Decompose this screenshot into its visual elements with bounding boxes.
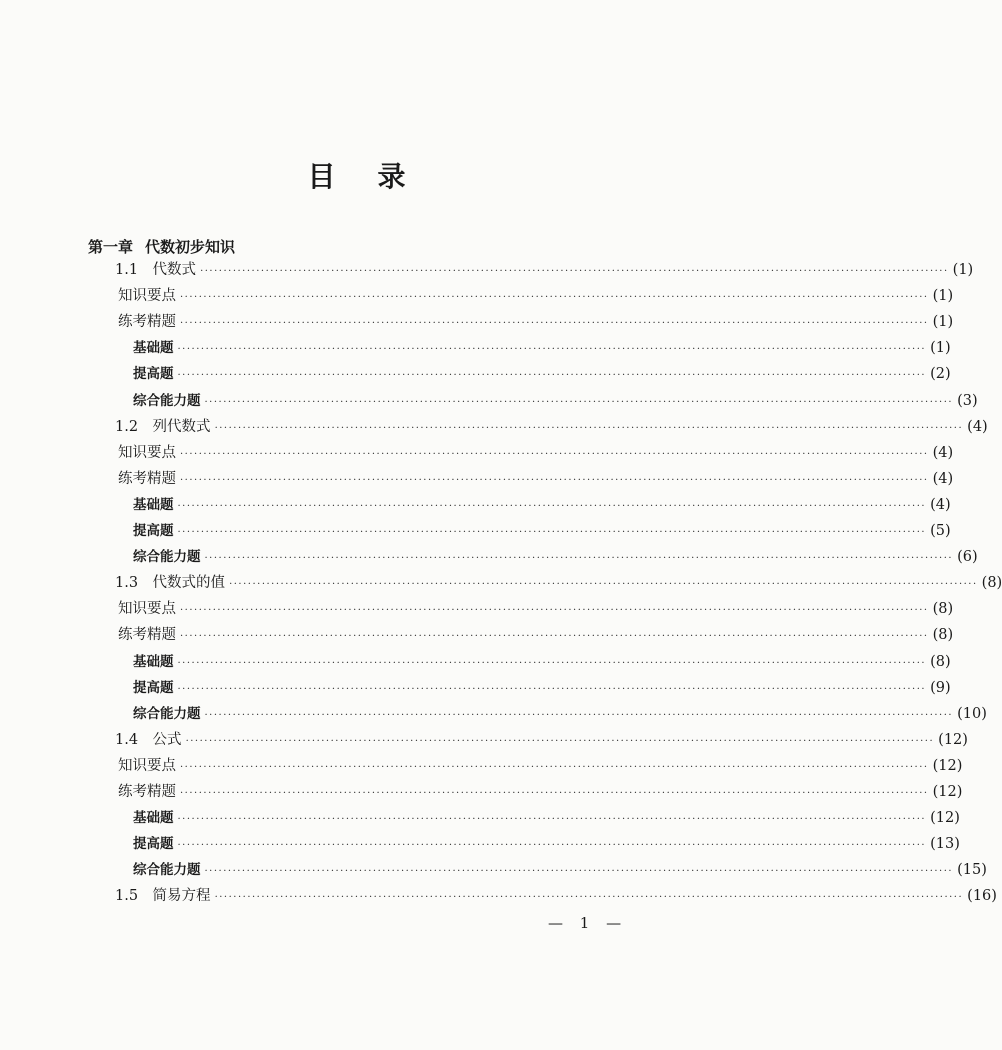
toc-leader-dots: ································································································································································ <box>180 448 929 460</box>
toc-entry-page: (1) <box>952 262 974 278</box>
toc-leader-dots: ································································································································································ <box>214 422 964 434</box>
toc-entry-page: (4) <box>967 418 988 435</box>
toc-leader-dots: ································································································································································ <box>180 788 929 799</box>
page-number: — 1 — <box>548 914 628 932</box>
chapter-heading <box>88 236 235 257</box>
toc-entry-page: (9) <box>930 679 951 696</box>
toc-entry-page: (1) <box>930 340 951 357</box>
toc-entry-label: 知识要点 <box>118 757 176 774</box>
toc-entry-page: (8) <box>930 653 951 670</box>
toc-entry <box>133 363 951 385</box>
toc-entry-page: (4) <box>932 470 954 487</box>
toc-entry-label: 基础题 <box>133 653 174 670</box>
toc-entry <box>115 416 988 438</box>
toc-leader-dots: ································································································································································ <box>214 892 964 904</box>
toc-leader-dots: ································································································································································ <box>180 292 929 304</box>
toc-entry <box>133 807 960 829</box>
toc-leader-dots: ································································································································································ <box>180 474 929 486</box>
toc-entry-label: 提高题 <box>133 679 174 696</box>
toc-entry-page: (2) <box>930 366 951 383</box>
toc-entry-page: (13) <box>930 836 960 853</box>
toc-entry-label: 1.4 公式 <box>115 731 182 748</box>
toc-entry <box>133 520 951 542</box>
toc-entry-label: 练考精题 <box>118 470 176 487</box>
toc-leader-dots: ································································································································································ <box>180 631 929 643</box>
toc-entry-label: 综合能力题 <box>133 705 201 722</box>
toc-entry <box>133 337 951 359</box>
toc-entry-page: (5) <box>930 523 951 539</box>
chapter-prefix: 第一章 <box>88 238 134 256</box>
toc-entry-label: 1.3 代数式的值 <box>115 575 226 592</box>
toc-entry-page: (12) <box>930 810 960 827</box>
toc-leader-dots: ································································································································································ <box>204 866 954 878</box>
toc-entry-label: 提高题 <box>133 523 174 539</box>
toc-leader-dots: ································································································································································ <box>204 396 954 408</box>
toc-entry-label: 知识要点 <box>118 444 176 461</box>
toc-entry <box>118 442 954 464</box>
toc-entry <box>133 833 960 855</box>
toc-entry <box>133 677 951 699</box>
toc-entry <box>115 259 974 281</box>
toc-leader-dots: ································································································································································ <box>180 761 929 773</box>
toc-leader-dots: ································································································································································ <box>177 527 927 538</box>
toc-entry-label: 练考精题 <box>118 627 176 644</box>
toc-entry-page: (3) <box>957 392 978 409</box>
toc-entry-page: (4) <box>932 444 954 461</box>
toc-entry <box>133 494 951 516</box>
page-title <box>0 155 713 195</box>
toc-entry-label: 练考精题 <box>118 784 176 800</box>
title-char-2: 录 <box>377 160 406 193</box>
toc-entry-label: 基础题 <box>133 810 174 827</box>
toc-entry <box>118 624 954 646</box>
toc-entry <box>133 859 987 881</box>
toc-leader-dots: ································································································································································ <box>204 553 954 565</box>
toc-entry-label: 综合能力题 <box>133 392 201 409</box>
toc-entry-label: 提高题 <box>133 836 174 853</box>
toc-leader-dots: ································································································································································ <box>200 266 949 277</box>
toc-entry <box>133 390 978 412</box>
toc-entry-page: (8) <box>932 601 954 618</box>
toc-entry <box>118 468 954 490</box>
toc-leader-dots: ································································································································································ <box>180 605 929 617</box>
chapter-name: 代数初步知识 <box>145 238 236 256</box>
toc-entry-label: 基础题 <box>133 340 174 357</box>
toc-entry-page: (12) <box>938 731 968 748</box>
toc-entry-page: (6) <box>957 549 978 566</box>
title-char-1: 目 <box>307 160 336 193</box>
toc-entry <box>118 311 954 333</box>
toc-entry-label: 知识要点 <box>118 601 176 618</box>
toc-leader-dots: ································································································································································ <box>177 344 927 356</box>
toc-entry-label: 综合能力题 <box>133 862 201 879</box>
toc-leader-dots: ································································································································································ <box>177 683 927 695</box>
toc-entry-label: 综合能力题 <box>133 549 201 566</box>
toc-entry <box>118 781 963 803</box>
toc-entry <box>118 598 954 620</box>
toc-leader-dots: ································································································································································ <box>204 709 954 721</box>
toc-entry <box>115 885 997 907</box>
toc-entry <box>133 651 951 673</box>
toc-leader-dots: ································································································································································ <box>229 579 978 591</box>
toc-entry-label: 1.2 列代数式 <box>115 418 211 435</box>
toc-entry-page: (12) <box>932 757 963 774</box>
toc-entry-label: 基础题 <box>133 496 174 513</box>
toc-leader-dots: ································································································································································ <box>177 840 927 852</box>
toc-entry-page: (1) <box>932 288 954 305</box>
toc-entry-label: 提高题 <box>133 366 174 383</box>
toc-entry-page: (12) <box>932 784 963 800</box>
toc-entry-page: (16) <box>967 888 997 905</box>
toc-entry-label: 知识要点 <box>118 288 176 305</box>
toc-entry-page: (8) <box>981 575 1002 592</box>
toc-leader-dots: ································································································································································ <box>177 814 927 826</box>
toc-entry <box>118 285 954 307</box>
toc-entry <box>115 572 1002 594</box>
toc-entry <box>133 703 987 725</box>
toc-leader-dots: ································································································································································ <box>177 370 927 382</box>
toc-entry-page: (8) <box>932 627 954 644</box>
toc-entry-label: 1.1 代数式 <box>115 262 197 278</box>
toc-leader-dots: ································································································································································ <box>185 735 935 747</box>
toc-leader-dots: ································································································································································ <box>177 500 927 512</box>
toc-entry <box>115 729 968 751</box>
toc-entry <box>118 755 963 777</box>
toc-entry-page: (1) <box>932 314 954 331</box>
toc-entry-label: 1.5 简易方程 <box>115 888 211 905</box>
toc-leader-dots: ································································································································································ <box>177 657 927 669</box>
toc-leader-dots: ································································································································································ <box>180 318 929 330</box>
toc-entry-label: 练考精题 <box>118 314 176 331</box>
toc-entry-page: (10) <box>957 705 987 722</box>
toc-entry-page: (15) <box>957 862 987 879</box>
toc-entry-page: (4) <box>930 496 951 513</box>
toc-entry <box>133 546 978 568</box>
